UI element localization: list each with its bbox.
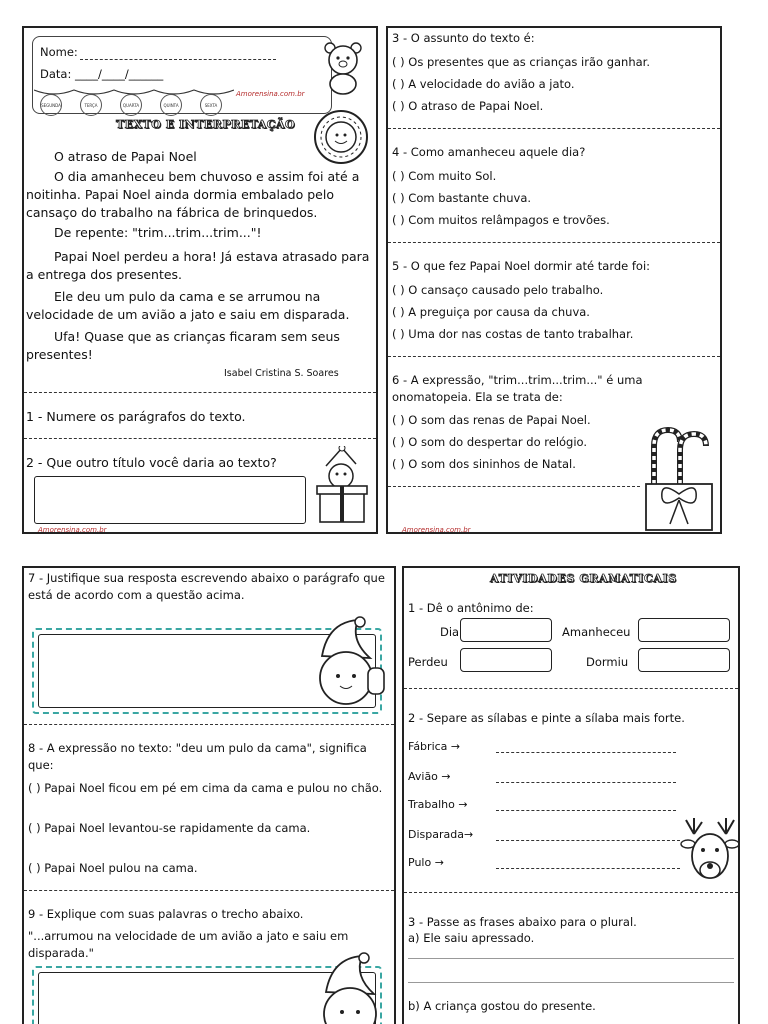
grammar-question-3: 3 - Passe as frases abaixo para o plural.	[408, 915, 637, 929]
syllable-word: Fábrica →	[408, 740, 461, 753]
option: ( ) Uma dor nas costas de tanto trabalhar.	[392, 327, 634, 341]
worksheet-page-text	[22, 26, 378, 534]
story-title: O atraso de Papai Noel	[54, 149, 197, 164]
syllable-word: Pulo →	[408, 856, 444, 869]
sentence-a: a) Ele saiu apressado.	[408, 931, 535, 945]
story-paragraph: O dia amanheceu bem chuvoso e assim foi até a noitinha. Papai Noel ainda dormia embalado pelo cansaço do trabalho na fábrica de brinquedos.	[26, 169, 360, 220]
bear-icon	[316, 34, 372, 96]
antonym-label: Dia	[440, 625, 460, 639]
worksheet-page-questions	[386, 26, 722, 534]
elf-girl-icon	[308, 952, 392, 1024]
option: ( ) O som dos sininhos de Natal.	[392, 457, 576, 471]
wreath-icon	[312, 108, 370, 166]
option: ( ) Papai Noel pulou na cama.	[28, 861, 198, 875]
footer-site: Amorensina.com.br	[38, 526, 107, 534]
syllable-word: Avião →	[408, 770, 451, 783]
syllable-line[interactable]	[496, 810, 676, 811]
antonym-label: Amanheceu	[562, 625, 631, 639]
divider	[404, 688, 738, 689]
option: ( ) O cansaço causado pelo trabalho.	[392, 283, 604, 297]
antonym-field-amanheceu[interactable]	[638, 618, 730, 642]
antonym-field-dormiu[interactable]	[638, 648, 730, 672]
question-8: 8 - A expressão no texto: "deu um pulo da cama", significa que:	[28, 741, 367, 772]
footer-site: Amorensina.com.br	[402, 526, 471, 534]
option: ( ) Com bastante chuva.	[392, 191, 532, 205]
syllable-line[interactable]	[496, 782, 676, 783]
story-paragraph: Ufa! Quase que as crianças ficaram sem seus presentes!	[26, 329, 340, 362]
option: ( ) O som do despertar do relógio.	[392, 435, 588, 449]
divider	[388, 356, 720, 357]
answer-line[interactable]	[408, 958, 734, 959]
question-3: 3 - O assunto do texto é:	[392, 31, 535, 45]
divider	[24, 724, 394, 725]
worksheet-page-questions-2	[22, 566, 396, 1024]
elf-girl-icon	[304, 616, 390, 712]
antonym-label: Dormiu	[586, 655, 629, 669]
sentence-b: b) A criança gostou do presente.	[408, 999, 596, 1013]
weekday-badge: SEXTA	[200, 94, 222, 116]
antonym-field-dia[interactable]	[460, 618, 552, 642]
grammar-question-2: 2 - Separe as sílabas e pinte a sílaba mais forte.	[408, 711, 685, 725]
divider	[404, 892, 738, 893]
name-label: Nome:	[40, 45, 78, 59]
option: ( ) O atraso de Papai Noel.	[392, 99, 544, 113]
option: ( ) Papai Noel levantou-se rapidamente da cama.	[28, 821, 311, 835]
antonym-field-perdeu[interactable]	[460, 648, 552, 672]
story-paragraph: De repente: "trim...trim...trim..."!	[54, 225, 262, 240]
syllable-line[interactable]	[496, 840, 680, 841]
answer-box-q2[interactable]	[34, 476, 306, 524]
author-credit: Isabel Cristina S. Soares	[224, 368, 339, 379]
section-title: TEXTO E INTERPRETAÇÃO	[116, 118, 296, 131]
candy-cane-gift-icon	[640, 424, 720, 534]
option: ( ) A preguiça por causa da chuva.	[392, 305, 590, 319]
syllable-word: Disparada→	[408, 828, 474, 841]
option: ( ) Os presentes que as crianças irão ganhar.	[392, 55, 650, 69]
weekday-badge: QUARTA	[120, 94, 142, 116]
divider	[388, 128, 720, 129]
option: ( ) Papai Noel ficou em pé em cima da cama e pulou no chão.	[28, 781, 383, 795]
syllable-line[interactable]	[496, 752, 676, 753]
syllable-line[interactable]	[496, 868, 680, 869]
question-1: 1 - Numere os parágrafos do texto.	[26, 409, 246, 424]
divider	[24, 392, 376, 393]
question-6-cont: onomatopeia. Ela se trata de:	[392, 390, 563, 404]
question-5: 5 - O que fez Papai Noel dormir até tarde foi:	[392, 259, 651, 273]
question-4: 4 - Como amanheceu aquele dia?	[392, 145, 586, 159]
option: ( ) A velocidade do avião a jato.	[392, 77, 575, 91]
name-line	[80, 59, 276, 60]
divider	[24, 890, 394, 891]
site-watermark: Amorensina.com.br	[236, 90, 305, 98]
weekday-badge: QUINTA	[160, 94, 182, 116]
antonym-label: Perdeu	[408, 655, 448, 669]
answer-line[interactable]	[408, 982, 734, 983]
option: ( ) O som das renas de Papai Noel.	[392, 413, 591, 427]
divider	[24, 438, 376, 439]
story-paragraph: Ele deu um pulo da cama e se arrumou na velocidade de um avião a jato e saiu em disparada.	[26, 289, 350, 322]
option: ( ) Com muitos relâmpagos e trovões.	[392, 213, 610, 227]
divider	[388, 486, 640, 487]
story-paragraph: Papai Noel perdeu a hora! Já estava atrasado para a entrega dos presentes.	[26, 249, 370, 282]
gift-bear-icon	[312, 446, 372, 526]
grammar-title: ATIVIDADES GRAMATICAIS	[490, 572, 677, 585]
question-7: 7 - Justifique sua resposta escrevendo abaixo o parágrafo que está de acordo com a questão acima.	[28, 571, 385, 602]
reindeer-icon	[680, 814, 740, 894]
syllable-word: Trabalho →	[408, 798, 468, 811]
grammar-question-1: 1 - Dê o antônimo de:	[408, 601, 534, 615]
weekday-badge: SEGUNDA	[40, 94, 62, 116]
question-9: 9 - Explique com suas palavras o trecho abaixo.	[28, 907, 304, 921]
worksheet-page-grammar	[402, 566, 740, 1024]
question-6: 6 - A expressão, "trim...trim...trim..." é uma	[392, 373, 643, 387]
divider	[388, 242, 720, 243]
weekday-badge: TERÇA	[80, 94, 102, 116]
option: ( ) Com muito Sol.	[392, 169, 497, 183]
question-9-quote: "...arrumou na velocidade de um avião a jato e saiu em disparada."	[28, 929, 349, 960]
question-2: 2 - Que outro título você daria ao texto?	[26, 455, 277, 470]
date-label: Data: ____/____/______	[40, 67, 164, 81]
